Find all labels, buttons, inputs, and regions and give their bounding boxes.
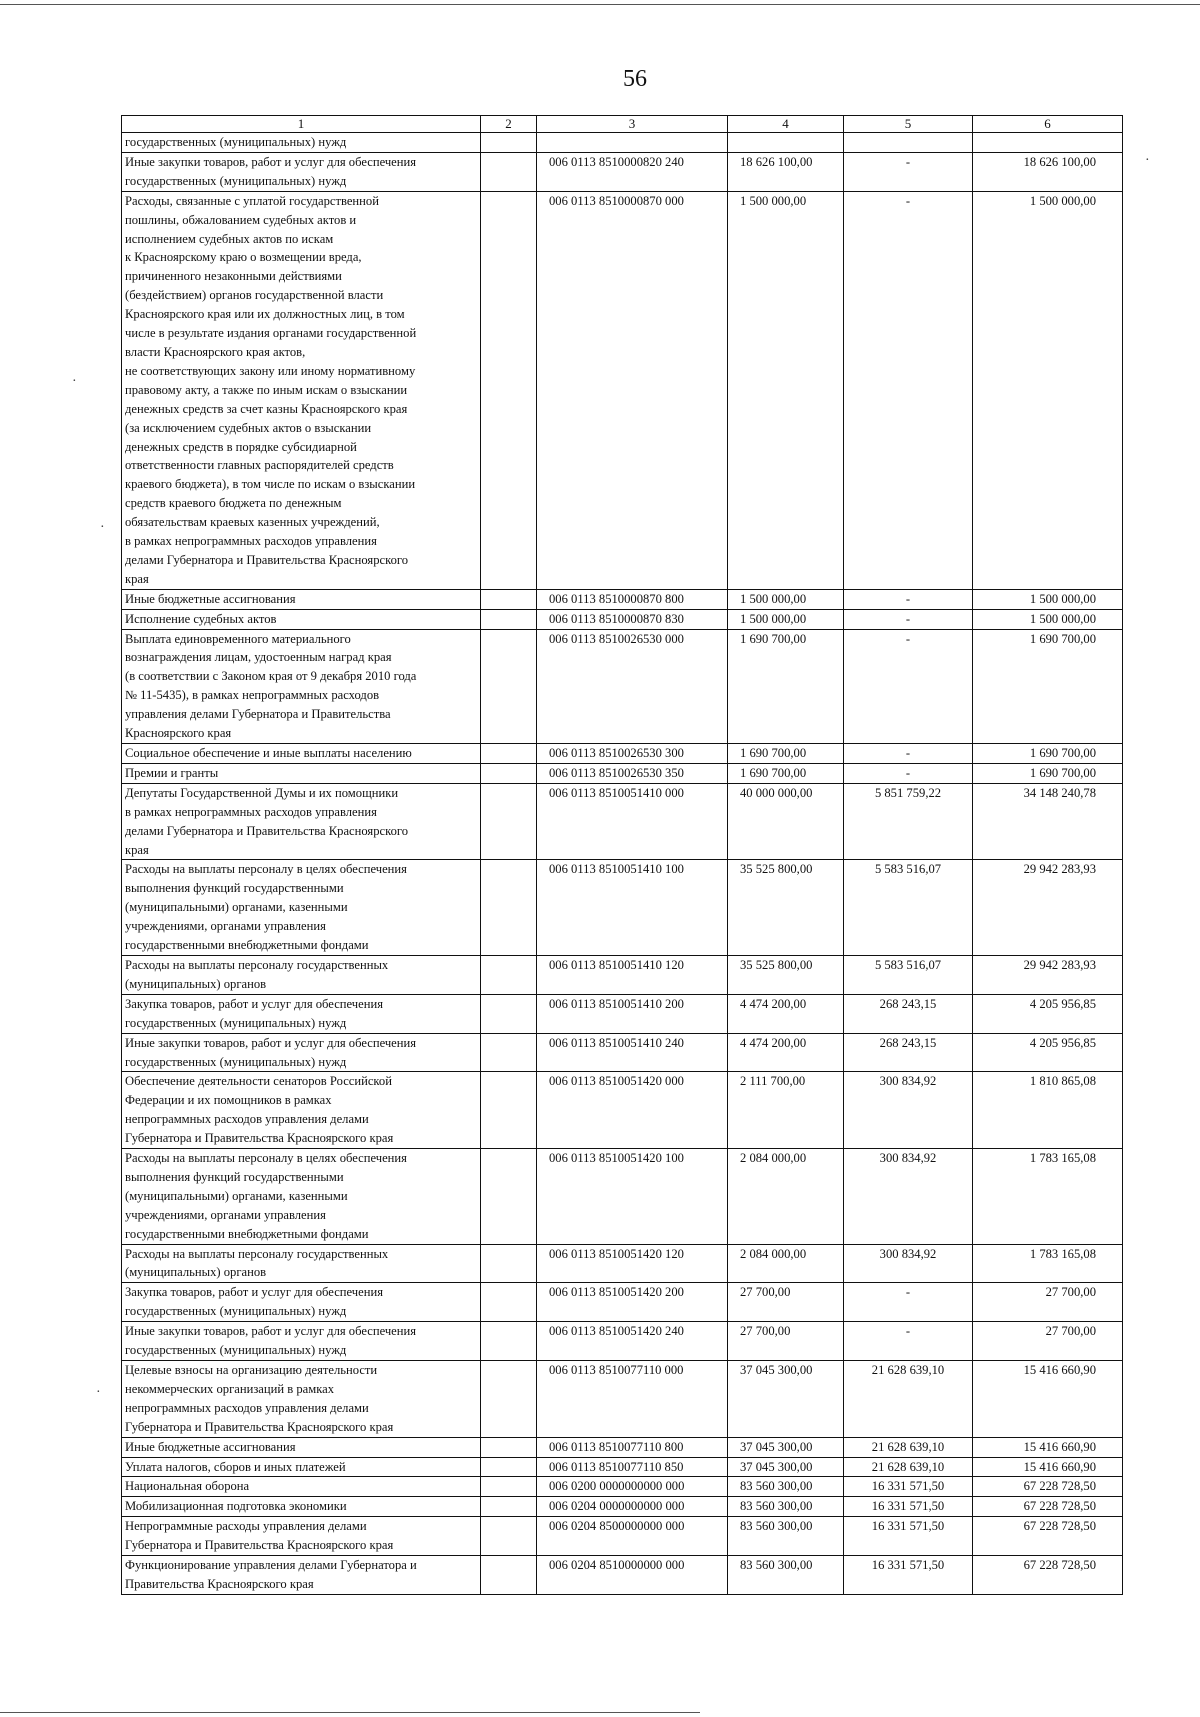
column-header-4: 4 <box>728 116 844 133</box>
row-col4: 2 111 700,00 <box>728 1072 844 1149</box>
row-col5: 5 583 516,07 <box>844 955 973 994</box>
row-code: 006 0204 8500000000 000 <box>537 1517 728 1556</box>
row-col6: 1 810 865,08 <box>973 1072 1123 1149</box>
row-col2 <box>481 1283 537 1322</box>
row-col4: 37 045 300,00 <box>728 1457 844 1477</box>
row-col5: 21 628 639,10 <box>844 1361 973 1438</box>
row-name: Иные бюджетные ассигнования <box>122 589 481 609</box>
row-col2 <box>481 994 537 1033</box>
row-col6: 27 700,00 <box>973 1322 1123 1361</box>
row-col2 <box>481 860 537 956</box>
table-row <box>122 1283 1123 1322</box>
scan-dot: · <box>72 374 77 389</box>
row-col6: 1 783 165,08 <box>973 1149 1123 1245</box>
row-col2 <box>481 955 537 994</box>
row-col6: 1 500 000,00 <box>973 589 1123 609</box>
table-row <box>122 1517 1123 1556</box>
row-col2 <box>481 133 537 153</box>
row-col5: 16 331 571,50 <box>844 1497 973 1517</box>
row-name: Иные закупки товаров, работ и услуг для обеспечения государственных (муниципальных) нужд <box>122 152 481 191</box>
row-col4: 83 560 300,00 <box>728 1477 844 1497</box>
row-col5: - <box>844 152 973 191</box>
row-name: Расходы на выплаты персоналу в целях обеспечения выполнения функций государственными (муниципальными) органами, казенными учреждениями, органами управления государственными внебюджетными фондами <box>122 1149 481 1245</box>
row-col6: 1 500 000,00 <box>973 609 1123 629</box>
row-col2 <box>481 152 537 191</box>
row-col2 <box>481 1072 537 1149</box>
row-col5: 21 628 639,10 <box>844 1437 973 1457</box>
row-name: Исполнение судебных актов <box>122 609 481 629</box>
table-row <box>122 1033 1123 1072</box>
row-name: Непрограммные расходы управления делами Губернатора и Правительства Красноярского края <box>122 1517 481 1556</box>
row-code: 006 0113 8510051420 120 <box>537 1244 728 1283</box>
column-header-3: 3 <box>537 116 728 133</box>
row-code: 006 0113 8510051410 240 <box>537 1033 728 1072</box>
row-col6: 67 228 728,50 <box>973 1497 1123 1517</box>
table-row <box>122 1477 1123 1497</box>
row-col4: 1 500 000,00 <box>728 191 844 589</box>
table-row <box>122 994 1123 1033</box>
row-name: Мобилизационная подготовка экономики <box>122 1497 481 1517</box>
row-col2 <box>481 1477 537 1497</box>
row-col5: - <box>844 1322 973 1361</box>
row-col2 <box>481 744 537 764</box>
column-header-1: 1 <box>122 116 481 133</box>
row-col6: 15 416 660,90 <box>973 1437 1123 1457</box>
row-name: Национальная оборона <box>122 1477 481 1497</box>
row-name: Расходы, связанные с уплатой государственной пошлины, обжалованием судебных актов и исполнением судебных актов по искам к Красноярскому краю о возмещении вреда, причиненного незаконными действиями (бездействием) органов государственной власти Красноярского края или их должностных лиц, в том числе в результате издания органами государственной власти Красноярского края актов, не соответствующих закону или иному нормативному правовому акту, а также по иным искам о взыскании денежных средств за счет казны Красноярского края (за исключением судебных актов о взыскании денежных средств в порядке субсидиарной ответственности главных распорядителей средств краевого бюджета), в том числе по искам о взыскании средств краевого бюджета по денежным обязательствам краевых казенных учреждений, в рамках непрограммных расходов управления делами Губернатора и Правительства Красноярского края <box>122 191 481 589</box>
row-name: Расходы на выплаты персоналу государственных (муниципальных) органов <box>122 955 481 994</box>
row-code <box>537 133 728 153</box>
row-col6: 4 205 956,85 <box>973 1033 1123 1072</box>
row-col2 <box>481 191 537 589</box>
table-body <box>122 116 1123 1595</box>
row-name: государственных (муниципальных) нужд <box>122 133 481 153</box>
row-col5: - <box>844 609 973 629</box>
row-col2 <box>481 1322 537 1361</box>
row-col4: 2 084 000,00 <box>728 1244 844 1283</box>
row-name: Социальное обеспечение и иные выплаты населению <box>122 744 481 764</box>
row-col5: 300 834,92 <box>844 1072 973 1149</box>
row-col6: 15 416 660,90 <box>973 1457 1123 1477</box>
row-code: 006 0113 8510051420 240 <box>537 1322 728 1361</box>
row-col5 <box>844 133 973 153</box>
table-row <box>122 860 1123 956</box>
row-col4: 4 474 200,00 <box>728 1033 844 1072</box>
row-col6: 67 228 728,50 <box>973 1477 1123 1497</box>
row-code: 006 0113 8510000870 800 <box>537 589 728 609</box>
row-name: Уплата налогов, сборов и иных платежей <box>122 1457 481 1477</box>
row-col4: 35 525 800,00 <box>728 955 844 994</box>
row-col5: 16 331 571,50 <box>844 1477 973 1497</box>
row-code: 006 0113 8510051410 200 <box>537 994 728 1033</box>
row-name: Выплата единовременного материального вознаграждения лицам, удостоенным наград края (в соответствии с Законом края от 9 декабря 2010 года № 11-5435), в рамках непрограммных расходов управления делами Губернатора и Правительства Красноярского края <box>122 629 481 743</box>
row-name: Иные бюджетные ассигнования <box>122 1437 481 1457</box>
row-col2 <box>481 1437 537 1457</box>
row-col4: 18 626 100,00 <box>728 152 844 191</box>
row-code: 006 0113 8510051420 200 <box>537 1283 728 1322</box>
row-col5: 21 628 639,10 <box>844 1457 973 1477</box>
row-name: Закупка товаров, работ и услуг для обеспечения государственных (муниципальных) нужд <box>122 994 481 1033</box>
row-name: Иные закупки товаров, работ и услуг для обеспечения государственных (муниципальных) нужд <box>122 1322 481 1361</box>
row-col2 <box>481 629 537 743</box>
table-row <box>122 955 1123 994</box>
row-col5: - <box>844 191 973 589</box>
table-row <box>122 152 1123 191</box>
row-name: Закупка товаров, работ и услуг для обеспечения государственных (муниципальных) нужд <box>122 1283 481 1322</box>
row-col5: 268 243,15 <box>844 994 973 1033</box>
row-col6: 15 416 660,90 <box>973 1361 1123 1438</box>
budget-table <box>121 115 1123 1595</box>
table-row <box>122 1556 1123 1595</box>
row-col2 <box>481 1361 537 1438</box>
row-col4: 2 084 000,00 <box>728 1149 844 1245</box>
table-row <box>122 629 1123 743</box>
row-col6: 1 690 700,00 <box>973 763 1123 783</box>
row-col4: 83 560 300,00 <box>728 1497 844 1517</box>
row-col5: 300 834,92 <box>844 1149 973 1245</box>
row-col2 <box>481 1149 537 1245</box>
row-col4: 37 045 300,00 <box>728 1437 844 1457</box>
table-row <box>122 1457 1123 1477</box>
table-row <box>122 1149 1123 1245</box>
table-row <box>122 1072 1123 1149</box>
row-col4: 1 500 000,00 <box>728 589 844 609</box>
row-col6: 27 700,00 <box>973 1283 1123 1322</box>
row-code: 006 0113 8510000870 830 <box>537 609 728 629</box>
row-col2 <box>481 783 537 860</box>
row-col2 <box>481 1457 537 1477</box>
table-row <box>122 589 1123 609</box>
row-col2 <box>481 609 537 629</box>
scan-dot: · <box>100 520 105 535</box>
row-col5: - <box>844 744 973 764</box>
row-name: Депутаты Государственной Думы и их помощники в рамках непрограммных расходов управления делами Губернатора и Правительства Красноярского края <box>122 783 481 860</box>
row-col6: 29 942 283,93 <box>973 860 1123 956</box>
row-code: 006 0113 8510077110 850 <box>537 1457 728 1477</box>
column-number-row <box>122 116 1123 133</box>
scan-edge-bottom <box>0 1712 700 1713</box>
row-code: 006 0113 8510077110 000 <box>537 1361 728 1438</box>
row-name: Премии и гранты <box>122 763 481 783</box>
row-col6: 1 690 700,00 <box>973 744 1123 764</box>
page-number: 56 <box>623 66 647 92</box>
row-col6: 67 228 728,50 <box>973 1556 1123 1595</box>
row-name: Расходы на выплаты персоналу государственных (муниципальных) органов <box>122 1244 481 1283</box>
table-row <box>122 763 1123 783</box>
row-col4: 1 690 700,00 <box>728 763 844 783</box>
scan-dot: · <box>96 1385 101 1400</box>
table-row <box>122 609 1123 629</box>
table-row <box>122 1361 1123 1438</box>
row-col4: 1 690 700,00 <box>728 744 844 764</box>
table-row <box>122 783 1123 860</box>
row-code: 006 0113 8510051420 100 <box>537 1149 728 1245</box>
table-row <box>122 1322 1123 1361</box>
row-col4: 37 045 300,00 <box>728 1361 844 1438</box>
row-col5: 16 331 571,50 <box>844 1556 973 1595</box>
row-col5: 16 331 571,50 <box>844 1517 973 1556</box>
row-col6: 18 626 100,00 <box>973 152 1123 191</box>
row-col4: 27 700,00 <box>728 1322 844 1361</box>
row-col5: - <box>844 763 973 783</box>
row-code: 006 0113 8510077110 800 <box>537 1437 728 1457</box>
row-col4: 1 690 700,00 <box>728 629 844 743</box>
row-col4: 40 000 000,00 <box>728 783 844 860</box>
row-name: Функционирование управления делами Губернатора и Правительства Красноярского края <box>122 1556 481 1595</box>
row-code: 006 0113 8510000820 240 <box>537 152 728 191</box>
table-row <box>122 1497 1123 1517</box>
row-col4: 83 560 300,00 <box>728 1556 844 1595</box>
row-col5: 300 834,92 <box>844 1244 973 1283</box>
table-row <box>122 1244 1123 1283</box>
row-col6: 1 500 000,00 <box>973 191 1123 589</box>
row-col2 <box>481 763 537 783</box>
row-name: Обеспечение деятельности сенаторов Российской Федерации и их помощников в рамках непрограммных расходов управления делами Губернатора и Правительства Красноярского края <box>122 1072 481 1149</box>
row-name: Целевые взносы на организацию деятельности некоммерческих организаций в рамках непрограммных расходов управления делами Губернатора и Правительства Красноярского края <box>122 1361 481 1438</box>
row-col2 <box>481 1244 537 1283</box>
row-col2 <box>481 589 537 609</box>
row-name: Иные закупки товаров, работ и услуг для обеспечения государственных (муниципальных) нужд <box>122 1033 481 1072</box>
row-col5: - <box>844 589 973 609</box>
row-code: 006 0113 8510051410 120 <box>537 955 728 994</box>
column-header-5: 5 <box>844 116 973 133</box>
scan-edge-top <box>0 4 1200 5</box>
row-col4 <box>728 133 844 153</box>
row-col2 <box>481 1556 537 1595</box>
row-code: 006 0113 8510051410 100 <box>537 860 728 956</box>
row-col5: 5 583 516,07 <box>844 860 973 956</box>
row-col6 <box>973 133 1123 153</box>
row-code: 006 0113 8510000870 000 <box>537 191 728 589</box>
row-code: 006 0113 8510051410 000 <box>537 783 728 860</box>
row-col6: 1 690 700,00 <box>973 629 1123 743</box>
row-col4: 83 560 300,00 <box>728 1517 844 1556</box>
row-code: 006 0113 8510026530 000 <box>537 629 728 743</box>
row-col6: 29 942 283,93 <box>973 955 1123 994</box>
column-header-2: 2 <box>481 116 537 133</box>
table-row <box>122 133 1123 153</box>
row-code: 006 0113 8510026530 300 <box>537 744 728 764</box>
row-col4: 35 525 800,00 <box>728 860 844 956</box>
row-col6: 67 228 728,50 <box>973 1517 1123 1556</box>
row-col5: 268 243,15 <box>844 1033 973 1072</box>
column-header-6: 6 <box>973 116 1123 133</box>
table-row <box>122 1437 1123 1457</box>
row-code: 006 0200 0000000000 000 <box>537 1477 728 1497</box>
row-col4: 27 700,00 <box>728 1283 844 1322</box>
row-code: 006 0204 0000000000 000 <box>537 1497 728 1517</box>
row-col4: 4 474 200,00 <box>728 994 844 1033</box>
row-col6: 1 783 165,08 <box>973 1244 1123 1283</box>
row-code: 006 0204 8510000000 000 <box>537 1556 728 1595</box>
row-code: 006 0113 8510051420 000 <box>537 1072 728 1149</box>
row-col6: 4 205 956,85 <box>973 994 1123 1033</box>
row-code: 006 0113 8510026530 350 <box>537 763 728 783</box>
row-col4: 1 500 000,00 <box>728 609 844 629</box>
scan-dot: · <box>1145 153 1150 168</box>
row-col5: - <box>844 629 973 743</box>
row-col2 <box>481 1517 537 1556</box>
row-col5: - <box>844 1283 973 1322</box>
table-row <box>122 191 1123 589</box>
row-col6: 34 148 240,78 <box>973 783 1123 860</box>
row-col5: 5 851 759,22 <box>844 783 973 860</box>
row-col2 <box>481 1497 537 1517</box>
row-name: Расходы на выплаты персоналу в целях обеспечения выполнения функций государственными (муниципальными) органами, казенными учреждениями, органами управления государственными внебюджетными фондами <box>122 860 481 956</box>
row-col2 <box>481 1033 537 1072</box>
table-row <box>122 744 1123 764</box>
